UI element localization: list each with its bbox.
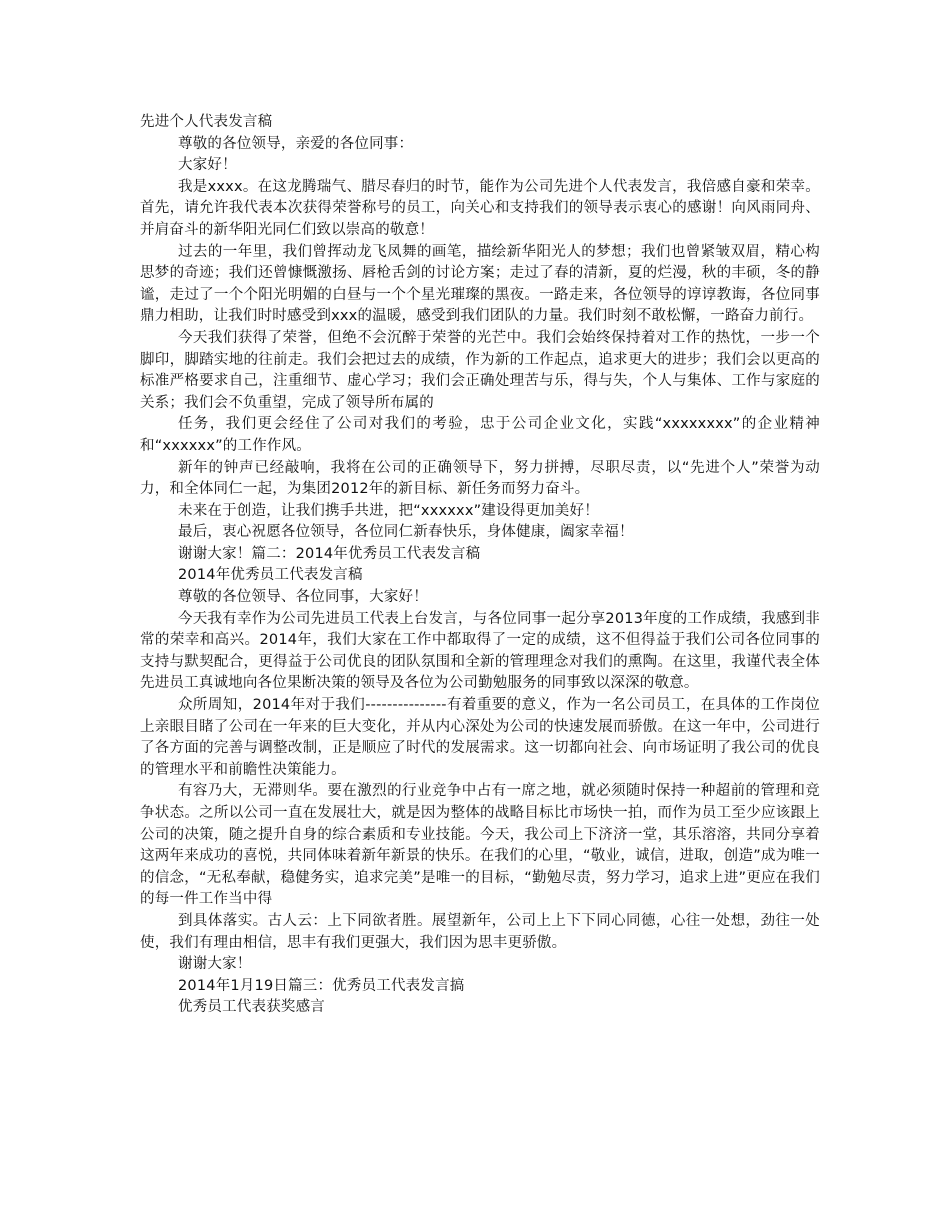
paragraph: 过去的一年里，我们曾挥动龙飞凤舞的画笔，描绘新华阳光人的梦想；我们也曾紧皱双眉，精心构思梦的奇迹；我们还曾慷慨激扬、唇枪舌剑的讨论方案；走过了春的清新，夏的烂漫，秋的丰硕，冬的静谧，走过了一个个阳光明媚的白昼与一个个星光璀璨的黑夜。一路走来，各位领导的谆谆教诲，各位同事鼎力相助，让我们时时感受到xxx的温暖，感受到我们团队的力量。我们时刻不敢松懈，一路奋力前行。 <box>140 243 820 325</box>
paragraph: 未来在于创造，让我们携手共进，把“xxxxxx”建设得更加美好！ <box>178 502 599 519</box>
paragraph: 到具体落实。古人云：上下同欲者胜。展望新年，公司上上下下同心同德，心往一处想，劲往一处使，我们有理由相信，思丰有我们更强大，我们因为思丰更骄傲。 <box>140 912 820 951</box>
paragraph: 尊敬的各位领导、各位同事，大家好！ <box>178 589 428 606</box>
paragraph: 2014年1月19日篇三：优秀员工代表发言搞 <box>178 977 465 994</box>
paragraph: 任务，我们更会经住了公司对我们的考验，忠于公司企业文化，实践“xxxxxxxx”的企业精神和“xxxxxx”的工作作风。 <box>140 416 820 454</box>
paragraph: 最后，衷心祝愿各位领导，各位同仁新春快乐，身体健康，阖家幸福！ <box>178 524 634 541</box>
paragraph: 今天我有幸作为公司先进员工代表上台发言，与各位同事一起分享2013年度的工作成绩，我感到非常的荣幸和高兴。2014年，我们大家在工作中都取得了一定的成绩，这不但得益于我们公司各位同事的支持与默契配合，更得益于公司优良的团队氛围和全新的管理理念对我们的熏陶。在这里，我谨代表全体先进员工真诚地向各位果断决策的领导及各位为公司勤勉服务的同事致以深深的敬意。 <box>140 610 820 692</box>
section-heading: 优秀员工代表获奖感言 <box>178 999 325 1016</box>
document-body <box>140 112 820 1019</box>
paragraph: 众所周知，2014年对于我们---------------有着重要的意义，作为一名公司员工，在具体的工作岗位上亲眼目睹了公司在一年来的巨大变化，并从内心深处为公司的快速发展而骄傲。在这一年中，公司进行了各方面的完善与调整改制，正是顺应了时代的发展需求。这一切都向社会、向市场证明了我公司的优良的管理水平和前瞻性决策能力。 <box>140 697 820 778</box>
paragraph: 尊敬的各位领导，亲爱的各位同事： <box>178 135 414 152</box>
paragraph: 有容乃大，无滞则华。要在激烈的行业竞争中占有一席之地，就必须随时保持一种超前的管理和竞争状态。之所以公司一直在发展壮大，就是因为整体的战略目标比市场快一拍，而作为员工至少应该跟上公司的决策，随之提升自身的综合素质和专业技能。今天，我公司上下济济一堂，其乐溶溶，共同分享着这两年来成功的喜悦，共同体味着新年新景的快乐。在我们的心里，“敬业，诚信，进取，创造”成为唯一的信念，“无私奉献，稳健务实，追求完美”是唯一的目标，“勤勉尽责，努力学习，追求上进”更应在我们的每一件工作当中得 <box>140 783 820 908</box>
paragraph: 谢谢大家！篇二：2014年优秀员工代表发言稿 <box>178 545 481 562</box>
section-heading: 2014年优秀员工代表发言稿 <box>178 567 363 584</box>
paragraph: 大家好！ <box>178 157 237 174</box>
paragraph: 新年的钟声已经敲响，我将在公司的正确领导下，努力拼搏，尽职尽责，以“先进个人”荣誉为动力，和全体同仁一起，为集团2012年的新目标、新任务而努力奋斗。 <box>140 459 820 498</box>
paragraph: 今天我们获得了荣誉，但绝不会沉醉于荣誉的光芒中。我们会始终保持着对工作的热忱，一步一个脚印，脚踏实地的往前走。我们会把过去的成绩，作为新的工作起点，追求更大的进步；我们会以更高的标准严格要求自己，注重细节、虚心学习；我们会正确处理苦与乐，得与失，个人与集体、工作与家庭的关系；我们会不负重望，完成了领导所布属的 <box>140 329 820 411</box>
paragraph: 我是xxxx。在这龙腾瑞气、腊尽春归的时节，能作为公司先进个人代表发言，我倍感自豪和荣幸。首先，请允许我代表本次获得荣誉称号的员工，向关心和支持我们的领导表示衷心的感谢！向风雨同舟、并肩奋斗的新华阳光同仁们致以崇高的敬意！ <box>140 178 820 238</box>
paragraph: 谢谢大家！ <box>178 956 252 973</box>
document-title: 先进个人代表发言稿 <box>140 114 273 130</box>
